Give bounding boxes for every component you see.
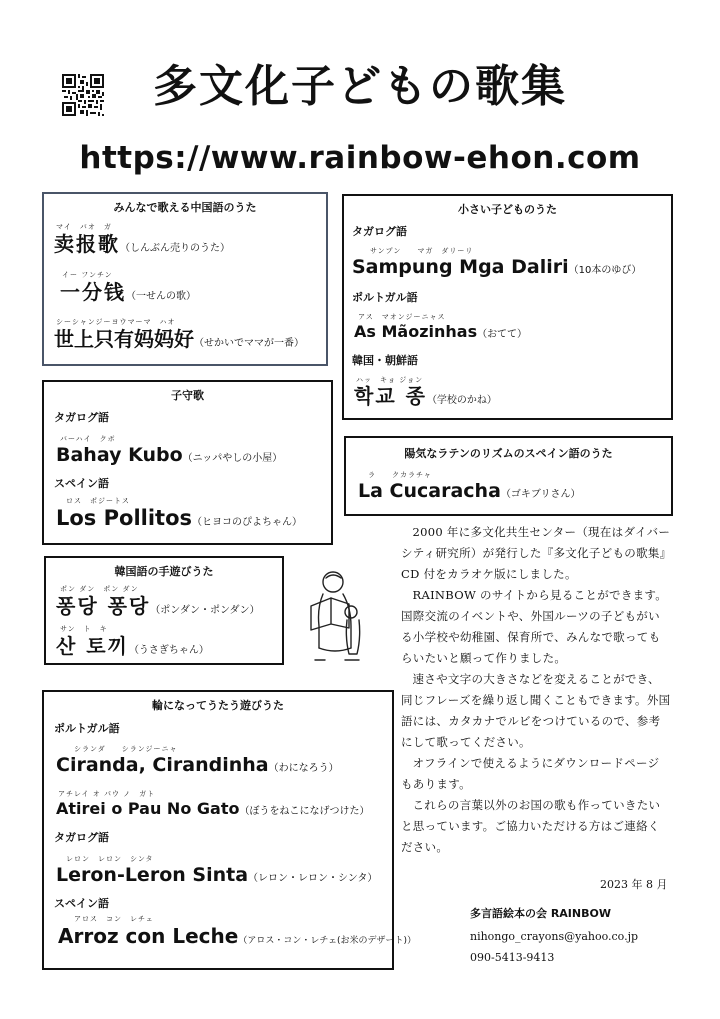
language-label: タガログ語 — [54, 831, 109, 844]
song-ruby: サンプン マガ ダリーリ — [370, 247, 474, 255]
song-ruby: ポン ダン ポン ダン — [60, 585, 139, 593]
song-ruby: アロス コン レチェ — [74, 915, 154, 923]
lullaby-heading: 子守歌 — [171, 389, 204, 402]
paragraph: 速さや文字の大きさなどを変えることができ、同じフレーズを繰り返し聞くこともできます。外国語には、カタカナでルビをつけているので、参考にして歌ってください。 — [401, 672, 671, 749]
song-name: 一分钱 — [60, 280, 126, 304]
song-translation: （10本のゆび） — [568, 265, 642, 276]
contact-phone: 090-5413-9413 — [470, 951, 555, 964]
song-name: Atirei o Pau No Gato — [56, 799, 240, 818]
song-translation: （せかいでママが一番） — [194, 338, 304, 349]
song-title — [54, 234, 230, 254]
song-name: Arroz con Leche — [58, 924, 239, 948]
song-name: Leron-Leron Sinta — [56, 864, 249, 886]
contact-email[interactable]: nihongo_crayons@yahoo.co.jp — [470, 930, 639, 943]
song-title — [56, 508, 302, 529]
song-ruby: アチレイ オ パウ ノ ガト — [58, 790, 156, 798]
circle-songs-heading: 輪になってうたう遊びうた — [152, 699, 284, 712]
song-title — [56, 596, 260, 616]
song-title — [56, 801, 369, 817]
song-name: Ciranda, Cirandinha — [56, 754, 269, 776]
song-title — [54, 329, 304, 349]
lullaby-box — [42, 380, 333, 545]
language-label: タガログ語 — [352, 225, 407, 238]
song-ruby: イー フンチン — [62, 271, 113, 279]
song-name: 학교 종 — [354, 384, 427, 408]
language-label: スペイン語 — [54, 477, 109, 490]
song-name: As Mãozinhas — [354, 322, 478, 341]
language-label: 韓国・朝鮮語 — [352, 354, 418, 367]
song-ruby: サン ト キ — [60, 625, 108, 633]
song-title — [58, 926, 416, 946]
song-translation: （ポンダン・ポンダン） — [150, 605, 260, 616]
song-name: 卖报歌 — [54, 232, 120, 256]
paragraph: オフラインで使えるようにダウンロードページもあります。 — [401, 756, 660, 791]
song-translation: （おてて） — [477, 329, 527, 340]
song-ruby: ロス ポジートス — [66, 497, 130, 505]
song-translation: （ヒヨコのぴよちゃん） — [192, 517, 302, 528]
korean-play-box — [44, 556, 284, 665]
song-ruby: シーシャンジーヨウマーマ ハオ — [56, 318, 176, 326]
song-ruby: マイ バオ ガ — [56, 223, 112, 231]
song-name: Sampung Mga Daliri — [352, 256, 569, 278]
small-kids-box — [342, 194, 673, 420]
song-ruby: レロン レロン シンタ — [66, 855, 154, 863]
song-name: La Cucaracha — [358, 480, 501, 502]
latin-song-box — [344, 436, 673, 516]
song-title — [60, 282, 196, 302]
chinese-songs-heading: みんなで歌える中国語のうた — [113, 201, 257, 214]
song-name: Bahay Kubo — [56, 444, 183, 466]
organization-name: 多言語絵本の会 RAINBOW — [470, 907, 611, 920]
paragraph: RAINBOW のサイトから見ることができます。国際交流のイベントや、外国ルーツの子どもがいる小学校や幼稚園、保育所で、みんなで歌ってもらいたいと願って作りました。 — [401, 588, 668, 665]
qr-code-icon — [62, 74, 104, 116]
song-ruby: ラ クカラチャ — [368, 471, 432, 479]
child-reading-illustration — [305, 568, 367, 668]
song-title — [354, 324, 527, 340]
song-translation: （うさぎちゃん） — [128, 645, 209, 656]
song-title — [352, 258, 641, 277]
song-title — [56, 636, 209, 656]
song-translation: （一せんの歌） — [126, 291, 196, 302]
language-label: スペイン語 — [54, 897, 109, 910]
song-title — [354, 386, 497, 406]
song-ruby: シランダ シランジーニャ — [74, 745, 178, 753]
latin-song-heading: 陽気なラテンのリズムのスペイン語のうた — [404, 447, 613, 460]
song-title — [56, 866, 377, 885]
chinese-songs-box — [42, 192, 328, 366]
paragraph: これらの言葉以外のお国の歌も作っていきたいと思っています。ご協力いただける方はご連絡ください。 — [401, 798, 661, 854]
song-ruby: ハッ キョ ジョン — [356, 376, 424, 384]
song-ruby: バーハイ クボ — [60, 435, 116, 443]
song-translation: （ニッパやしの小屋） — [182, 453, 283, 464]
language-label: ポルトガル語 — [54, 722, 120, 735]
song-translation: （ぼうをねこになげつけた） — [239, 806, 370, 817]
song-title — [56, 756, 339, 775]
publish-date: 2023 年 8 月 — [600, 878, 668, 891]
small-kids-heading: 小さい子どものうた — [458, 203, 557, 216]
song-name: Los Pollitos — [56, 506, 192, 530]
song-translation: （レロン・レロン・シンタ） — [248, 873, 378, 884]
website-url[interactable]: https://www.rainbow-ehon.com — [79, 140, 641, 176]
song-name: 산 토끼 — [56, 634, 129, 658]
song-translation: （ゴキブリさん） — [500, 489, 581, 500]
song-translation: （学校のかね） — [426, 395, 497, 406]
language-label: タガログ語 — [54, 411, 109, 424]
description-text — [401, 522, 671, 858]
song-translation: （アロス・コン・レチェ(お米のデザート)） — [238, 936, 417, 946]
language-label: ポルトガル語 — [352, 291, 418, 304]
song-title — [56, 446, 282, 465]
song-title — [358, 482, 581, 501]
song-name: 世上只有妈妈好 — [54, 327, 194, 351]
paragraph: 2000 年に多文化共生センター（現在はダイバーシティ研究所）が発行した『多文化子どもの歌集』CD 付をカラオケ版にしました。 — [401, 525, 671, 581]
page-title: 多文化子どもの歌集 — [153, 61, 567, 112]
circle-songs-box — [42, 690, 417, 970]
song-translation: （しんぶん売りのうた） — [120, 243, 230, 254]
korean-play-heading: 韓国語の手遊びうた — [114, 565, 214, 578]
song-translation: （わになろう） — [268, 763, 339, 774]
song-name: 퐁당 퐁당 — [56, 594, 151, 618]
song-ruby: アス マオンジーニャス — [358, 313, 446, 321]
